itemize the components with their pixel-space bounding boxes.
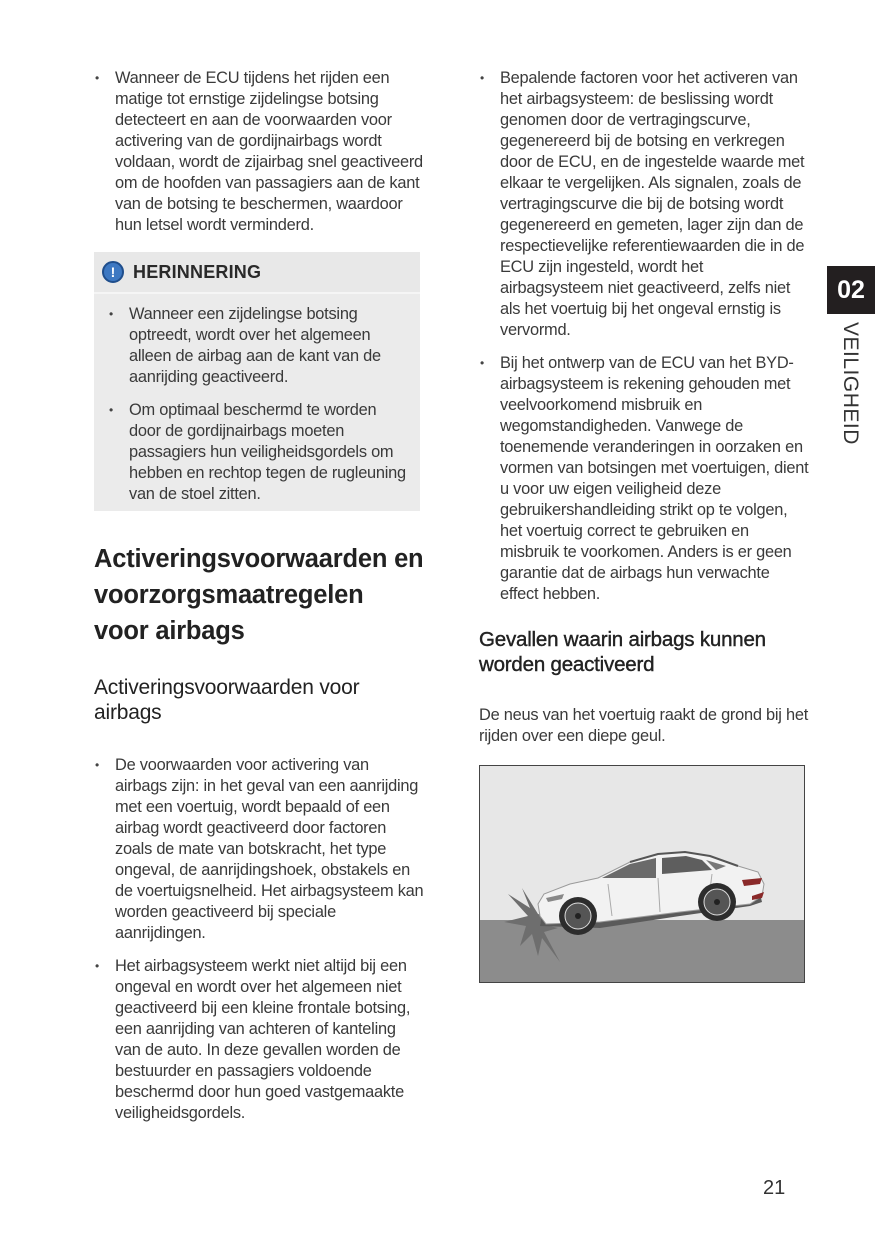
bullet-icon: • — [109, 403, 113, 417]
bullet-icon: • — [480, 71, 484, 85]
bullet-icon: • — [95, 758, 99, 772]
subsection-title: Gevallen waarin airbags kunnen worden geactiveerd — [479, 628, 766, 676]
section-title: Activeringsvoorwaarden en voorzorgsmaatregelen voor airbags — [94, 545, 424, 645]
notice-bullet-list — [108, 304, 412, 505]
notice-body — [94, 294, 420, 511]
subsection-title: Activeringsvoorwaarden voor airbags — [94, 676, 360, 724]
list-item: • Bij het ontwerp van de ECU van het BYD-airbagsysteem is rekening gehouden met veelvoorkomend misbruik en wegomstandigheden. Vanwege de toenemende veranderingen in oorzaken en vormen van botsingen met voertuigen, dient u voor uw eigen veiligheid deze gebruikershandleiding strikt op te volgen, het voertuig correct te gebruiken en misbruik te voorkomen. Anders is er geen garantie dat de airbags hun verwachte effect hebben. — [480, 354, 809, 603]
list-item: • Wanneer een zijdelingse botsing optreedt, wordt over het algemeen alleen de airbag aan de kant van de aanrijding geactiveerd. — [109, 305, 381, 386]
exclamation-circle-icon: ! — [102, 261, 124, 283]
case-description: De neus van het voertuig raakt de grond bij het rijden over een diepe geul. — [479, 706, 809, 745]
page-number: 21 — [763, 1177, 786, 1199]
list-item: • Bepalende factoren voor het activeren van het airbagsysteem: de beslissing wordt genomen door de vertragingscurve, gegenereerd bij de botsing en verkregen door de ECU, en de ingestelde waarde met elkaar te vergelijken. Als signalen, zoals de vertragingscurve die bij de botsing wordt gegenereerd en gemeten, lager zijn dan de respectievelijke referentiewaarden die in de ECU zijn ingesteld, wordt het airbagsysteem niet geactiveerd, zelfs niet als het voertuig bij het ongeval ernstig is vervormd. — [480, 69, 805, 339]
notice-title: HERINNERING — [133, 261, 262, 282]
activation-conditions-list — [94, 755, 424, 1124]
left-column — [94, 68, 424, 1124]
notice-header — [94, 252, 420, 294]
car-illustration-icon — [480, 766, 804, 982]
list-item: • De voorwaarden voor activering van airbags zijn: in het geval van een aanrijding met een voertuig, wordt bepaald of een airbag wordt geactiveerd door factoren zoals de mate van botskracht, het type ongeval, de aanrijdingshoek, obstakels en de voertuigsnelheid. Het airbagsysteem kan worden geactiveerd bij speciale aanrijdingen. — [95, 756, 424, 942]
right-column — [479, 68, 809, 983]
chapter-label: VEILIGHEID — [839, 322, 862, 445]
factors-bullet-list — [479, 68, 809, 605]
car-nose-hitting-ground-illustration — [479, 765, 805, 983]
bullet-icon: • — [95, 959, 99, 973]
reminder-notice-box — [94, 252, 420, 511]
list-item: • Wanneer de ECU tijdens het rijden een matige tot ernstige zijdelingse botsing detecteert en aan de voorwaarden voor activering van de gordijnairbags wordt voldaan, wordt de zijairbag snel geactiveerd om de hoofden van passagiers aan de kant van de botsing te beschermen, waardoor hun letsel wordt verminderd. — [95, 69, 423, 234]
bullet-icon: • — [480, 356, 484, 370]
chapter-number-badge: 02 — [827, 266, 875, 314]
list-item: • Het airbagsysteem werkt niet altijd bij een ongeval en wordt over het algemeen niet geactiveerd bij een kleine frontale botsing, een aanrijding van achteren of kanteling van de auto. In deze gevallen worden de bestuurder en passagiers voldoende beschermd door hun goed vastgemaakte veiligheidsgordels. — [95, 957, 411, 1122]
bullet-icon: • — [95, 71, 99, 85]
bullet-icon: • — [109, 307, 113, 321]
list-item: • Om optimaal beschermd te worden door de gordijnairbags moeten passagiers hun veiligheidsgordels om hebben en rechtop tegen de rugleuning van de stoel zitten. — [109, 401, 406, 503]
intro-bullet-list — [94, 68, 424, 236]
